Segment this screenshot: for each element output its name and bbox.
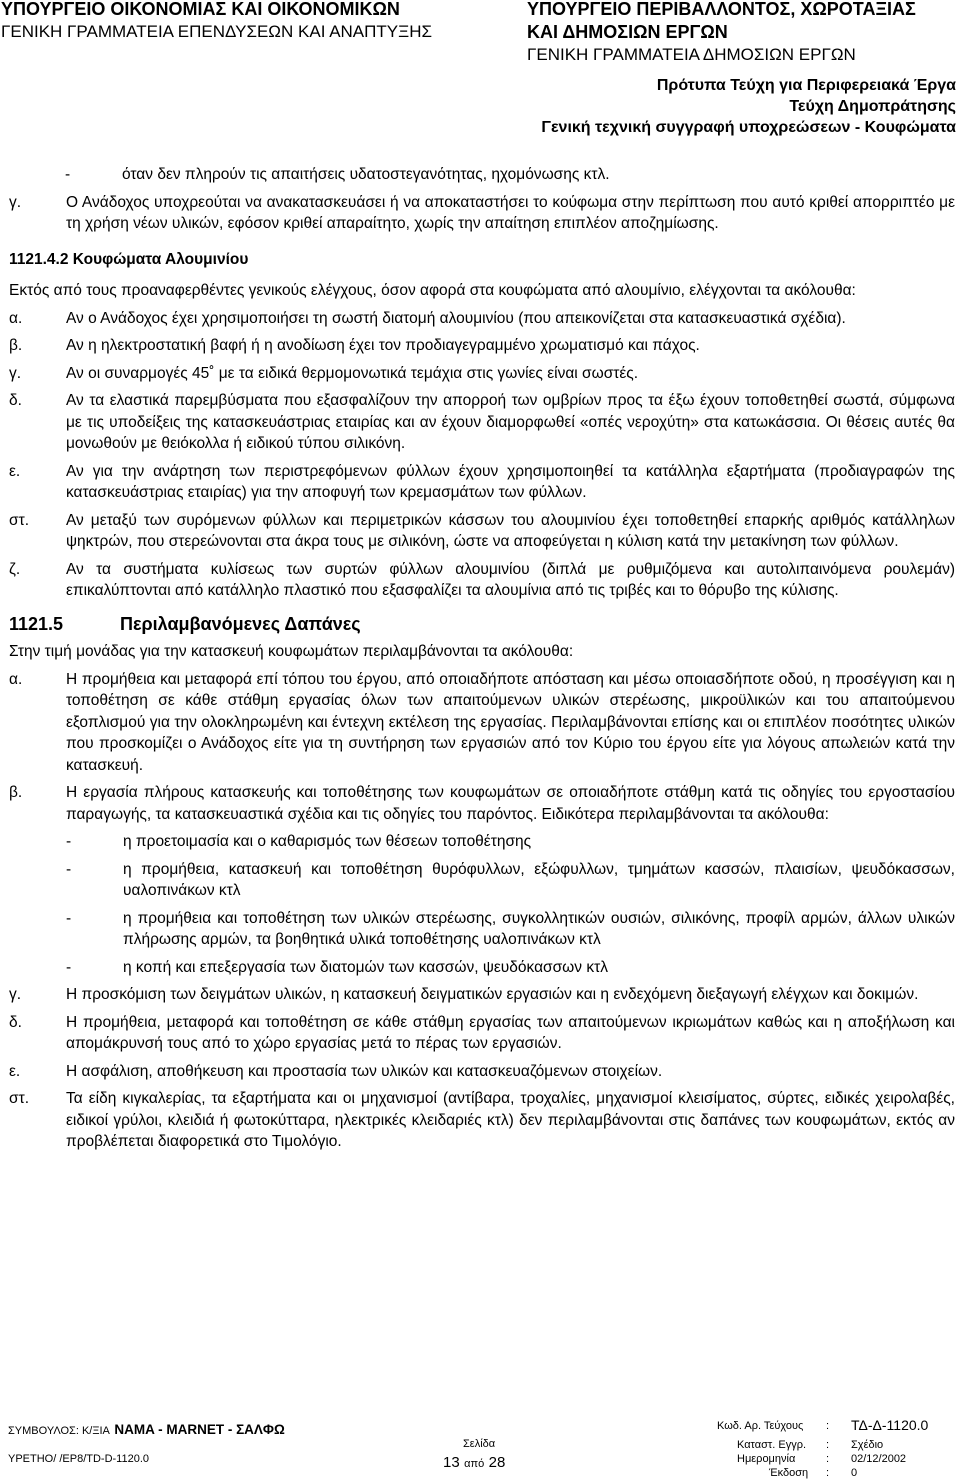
code-label: Κωδ. Αρ. Τεύχους [717, 1420, 804, 1432]
ministry-environment-title-1: ΥΠΟΥΡΓΕΙΟ ΠΕΡΙΒΑΛΛΟΝΤΟΣ, ΧΩΡΟΤΑΞΙΑΣ [527, 0, 916, 19]
list-item [9, 390, 955, 455]
page-of: από [464, 1458, 485, 1470]
page-number [443, 1454, 505, 1472]
list-item [9, 1012, 955, 1055]
sub-item-text: η προμήθεια και τοποθέτηση των υλικών στερέωσης, συγκολλητικών ουσιών, σιλικόνης, προφίλ αρμών, άλλων υλικών πλήρωσης αρμών, τα βοηθητικά υλικά τοποθέτησης υαλοπινάκων κτλ [123, 909, 955, 948]
ministry-environment-title-2: ΚΑΙ ΔΗΜΟΣΙΩΝ ΕΡΓΩΝ [527, 22, 728, 42]
list-item [9, 782, 955, 825]
consultant-label: ΣΥΜΒΟΥΛΟΣ: Κ/ΞΙΑ [8, 1425, 110, 1437]
dash-marker: - [65, 166, 71, 183]
status-label: Καταστ. Εγγρ. [737, 1439, 807, 1451]
page-total: 28 [488, 1454, 506, 1471]
section-intro: Στην τιμή μονάδας για την κατασκευή κουφωμάτων περιλαμβάνονται τα ακόλουθα: [9, 643, 574, 660]
edition-value: 0 [851, 1467, 858, 1479]
dash-text: όταν δεν πληρούν τις απαιτήσεις υδατοστεγανότητας, ηχομόνωσης κτλ. [122, 166, 610, 183]
dash-item [9, 164, 955, 186]
header-left [1, 0, 471, 43]
item-label: β. [9, 337, 23, 354]
sub-item [66, 831, 955, 853]
item-text: Η προσκόμιση των δειγμάτων υλικών, η κατασκευή δειγματικών εργασιών και η ενδεχόμενη διεξαγωγή ελέγχων και δοκιμών. [66, 986, 919, 1003]
section-heading-1121-4-2: 1121.4.2 Κουφώματα Αλουμινίου [9, 250, 249, 268]
item-text: Η προμήθεια, μεταφορά και τοποθέτηση σε κάθε στάθμη εργασίας των απαιτούμενων ικριωμάτων καθώς και η αποξήλωση και απομάκρυνσή τους από το χώρο εργασίας μετά το πέρας των εργασιών. [66, 1013, 955, 1052]
item-text: Αν τα συστήματα κυλίσεως των συρτών φύλλων αλουμινίου (διπλά με ρυθμιζόμενα και αυτολιπαινόμενα ρουλεμάν) επικαλύπτονται από κατάλληλο πλαστικό που εξασφαλίζει τα αλουμίνια από τις τριβές και το θόρυβο της κύλισης. [66, 560, 955, 599]
sub-item-text: η κοπή και επεξεργασία των διατομών των κασσών, ψευδόκασσων κτλ [123, 958, 608, 976]
sub-item [66, 908, 955, 951]
status-value: Σχέδιο [851, 1439, 884, 1451]
code-value: ΤΔ-Δ-1120.0 [851, 1417, 929, 1433]
sub-item-text: η προμήθεια, κατασκευή και τοποθέτηση θυρόφυλλων, εξώφυλλων, τμημάτων κασσών, πλαισίων, ψευδόκασσων, υαλοπινάκων κτλ [123, 860, 955, 899]
consultant-name: NAMA - MARNET - ΣΑΛΦΩ [114, 1422, 285, 1437]
sub-item-text: η προετοιμασία και ο καθαρισμός των θέσεων τοποθέτησης [123, 833, 532, 850]
item-text: Ο Ανάδοχος υποχρεούται να ανακατασκευάσει ή να αποκαταστήσει το κούφωμα στην περίπτωση που αυτό κριθεί απορριπτέο με τη χρήση νέων υλικών, εφόσον κριθεί απαραίτητο, χωρίς την απαίτηση επιπλέον αποζημίωσης. [66, 193, 955, 232]
item-label: στ. [9, 1090, 29, 1107]
colon: : [826, 1420, 830, 1432]
item-label: β. [9, 784, 23, 801]
list-item [9, 308, 955, 330]
section-heading-1121-5 [9, 614, 955, 636]
page-label: Σελίδα [463, 1438, 496, 1450]
edition-label: Έκδοση [769, 1467, 809, 1479]
list-item [9, 559, 955, 602]
dash-marker: - [66, 958, 72, 976]
dash-marker: - [66, 833, 72, 850]
colon: : [826, 1439, 830, 1451]
secretariat-investments: ΓΕΝΙΚΗ ΓΡΑΜΜΑΤΕΙΑ ΕΠΕΝΔΥΣΕΩΝ ΚΑΙ ΑΝΑΠΤΥΞΗΣ [1, 22, 432, 41]
ministry-economy-title: ΥΠΟΥΡΓΕΙΟ ΟΙΚΟΝΟΜΙΑΣ ΚΑΙ ΟΙΚΟΝΟΜΙΚΩΝ [1, 0, 400, 19]
item-label: α. [9, 309, 23, 327]
item-label: στ. [9, 511, 29, 529]
item-label: ε. [9, 462, 21, 480]
colon: : [826, 1467, 830, 1479]
item-label: γ. [9, 364, 22, 382]
colon: : [826, 1453, 830, 1465]
document-body [9, 164, 955, 1159]
item-text: Αν οι συναρμογές 45˚ με τα ειδικά θερμομονωτικά τεμάχια στις γωνίες είναι σωστές. [66, 364, 639, 382]
list-item [9, 669, 955, 777]
list-item [9, 1088, 955, 1153]
section-title: Περιλαμβανόμενες Δαπάνες [120, 613, 361, 634]
doc-title-line2: Τεύχη Δημοπράτησης [789, 98, 956, 115]
sub-item [66, 859, 955, 902]
page-current: 13 [443, 1454, 460, 1471]
file-code: ΥΡΕΤΗΟ/ /ΕΡ8/TD-D-1120.0 [8, 1453, 150, 1465]
item-text: Αν για την ανάρτηση των περιστρεφόμενων φύλλων έχουν χρησιμοποιηθεί τα κατάλληλα εξαρτήματα (προδιαγραφών της κατασκευάστριας εταιρίας) για την αποφυγή των κρεμασμάτων των φύλλων. [66, 462, 955, 501]
list-item [9, 335, 955, 357]
dash-marker: - [66, 860, 72, 878]
item-text: Αν τα ελαστικά παρεμβύσματα που εξασφαλίζουν την απορροή των ομβρίων προς τα έξω έχουν τοποθετηθεί σωστά, σύμφωνα με τις υποδείξεις της κατασκευάστριας εταιρίας και αν έχουν διαμορφωθεί «οπές νεροχύτη» στα κατωκάσσια. Οι θέσεις αυτές θα μονωθούν με θειόκολλα ή ειδικού τύπου σιλικόνη. [66, 392, 955, 452]
consultant [8, 1421, 285, 1439]
dash-marker: - [66, 909, 72, 927]
list-item [9, 510, 955, 553]
item-label: γ. [9, 193, 22, 211]
list-item [9, 192, 955, 235]
date-label: Ημερομηνία [737, 1453, 796, 1465]
doc-title-line3: Γενική τεχνική συγγραφή υποχρεώσεων - Κουφώματα [541, 119, 956, 136]
document-title [541, 75, 956, 138]
item-text: Η εργασία πλήρους κατασκευής και τοποθέτησης των κουφωμάτων σε οποιαδήποτε στάθμη κατά τις οδηγίες του εργοστασίου παραγωγής, τα κατασκευαστικά σχέδια και τις οδηγίες του παρόντος. Ειδικότερα περιλαμβάνονται τα ακόλουθα: [66, 784, 955, 823]
list-item [9, 461, 955, 504]
item-label: ε. [9, 1062, 21, 1080]
section-number: 1121.5 [9, 613, 64, 634]
item-label: α. [9, 670, 23, 688]
header-right [527, 0, 957, 66]
list-item [9, 1061, 955, 1083]
item-text: Αν ο Ανάδοχος έχει χρησιμοποιήσει τη σωστή διατομή αλουμινίου (που απεικονίζεται στα κατασκευαστικά σχέδια). [66, 309, 846, 327]
item-label: δ. [9, 392, 22, 409]
item-label: γ. [9, 986, 22, 1003]
secretariat-public-works: ΓΕΝΙΚΗ ΓΡΑΜΜΑΤΕΙΑ ΔΗΜΟΣΙΩΝ ΕΡΓΩΝ [527, 45, 856, 64]
doc-title-line1: Πρότυπα Τεύχη για Περιφερειακά Έργα [656, 77, 956, 94]
list-item [9, 984, 955, 1006]
item-text: Η ασφάλιση, αποθήκευση και προστασία των υλικών και κατασκευαζόμενων στοιχείων. [66, 1062, 663, 1080]
list-item [9, 363, 955, 385]
page-footer [0, 1412, 960, 1480]
date-value: 02/12/2002 [851, 1453, 907, 1465]
item-text: Αν μεταξύ των συρόμενων φύλλων και περιμετρικών κάσσων του αλουμινίου έχει τοποθετηθεί επαρκής αριθμός κατάλληλων ψηκτρών, που στερεώνονται στα άκρα τους με σιλικόνη, ώστε να αποφεύγεται η κύλιση κατά την μετακίνηση των φύλλων. [66, 511, 955, 550]
section-intro: Εκτός από τους προαναφερθέντες γενικούς ελέγχους, όσον αφορά στα κουφώματα από αλουμίνιο, ελέγχονται τα ακόλουθα: [9, 282, 856, 299]
item-text: Τα είδη κιγκαλερίας, τα εξαρτήματα και οι μηχανισμοί (αντίβαρα, τροχαλίες, μηχανισμοί κλεισίματος, σύρτες, ειδικές χειρολαβές, ειδικοί γρύλοι, κλειδιά ή φωτοκύτταρα, ηλεκτρικές κλειδαριές κτλ) δεν περιλαμβάνονται στις δαπάνες των κουφωμάτων, εκτός αν προβλέπεται διαφορετικά στο Τιμολόγιο. [66, 1090, 955, 1150]
item-label: δ. [9, 1013, 22, 1031]
item-text: Αν η ηλεκτροστατική βαφή ή η ανοδίωση έχει τον προδιαγεγραμμένο χρωματισμό και πάχος. [66, 337, 700, 354]
sub-item [66, 957, 955, 979]
item-label: ζ. [9, 560, 21, 578]
item-text: Η προμήθεια και μεταφορά επί τόπου του έργου, από οποιαδήποτε απόσταση και μέσω οποιασδήποτε οδού, η προσέγγιση και η τοποθέτηση σε κάθε στάθμη εργασίας όλων των απαιτούμενων υλικών στερέωσης, μικροϋλικών και του απαιτούμενου εξοπλισμού για την ολοκληρωμένη και έντεχνη εκτέλεση της εργασίας. Περιλαμβάνονται επίσης και οι επιπλέον ποσότητες υλικών που προσκομίζει ο Ανάδοχος είτε για τη συντήρηση των εργασιών από τον Κύριο του έργου είτε για λόγους απωλειών κατά την κατασκευή. [66, 670, 955, 774]
